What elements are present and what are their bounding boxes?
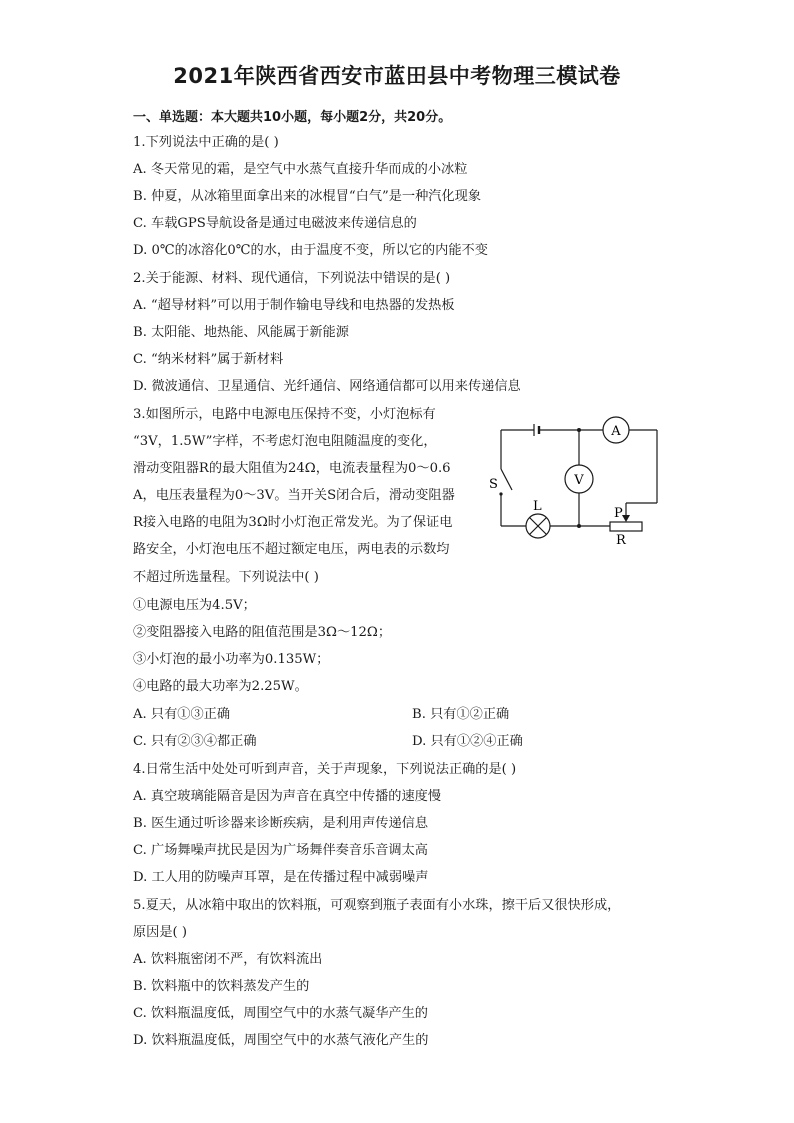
slider-label: P	[614, 506, 623, 521]
q3-stem-line: 3.如图所示，电路中电源电压保持不变，小灯泡标有	[133, 407, 436, 422]
q4-option-d: D. 工人用的防噪声耳罩，是在传播过程中减弱噪声	[133, 870, 429, 885]
q3-stem-line: R接入电路的电阻为3Ω时小灯泡正常发光。为了保证电	[133, 515, 453, 530]
page-title: 2021年陕西省西安市蓝田县中考物理三模试卷	[173, 64, 621, 88]
q3-stem-line: 滑动变阻器R的最大阻值为24Ω，电流表量程为0～0.6	[133, 461, 451, 476]
q3-stem-line: 路安全，小灯泡电压不超过额定电压，两电表的示数均	[133, 542, 450, 557]
q3-statement-1: ①电源电压为4.5V；	[133, 598, 256, 613]
q1-option-d: D. 0℃的冰溶化0℃的水，由于温度不变，所以它的内能不变	[133, 243, 488, 258]
voltmeter-label: V	[574, 473, 584, 488]
q3-statement-3: ③小灯泡的最小功率为0.135W；	[133, 652, 330, 667]
section-heading: 一、单选题：本大题共10小题，每小题2分，共20分。	[133, 110, 452, 125]
q2-stem: 2.关于能源、材料、现代通信，下列说法中错误的是( )	[133, 271, 451, 286]
q2-option-d: D. 微波通信、卫星通信、光纤通信、网络通信都可以用来传递信息	[133, 379, 521, 394]
junction-top	[577, 428, 581, 432]
q5-stem-cont: 原因是( )	[133, 925, 188, 940]
q1-option-a: A. 冬天常见的霜，是空气中水蒸气直接升华而成的小冰粒	[133, 162, 468, 177]
q5-option-c: C. 饮料瓶温度低，周围空气中的水蒸气凝华产生的	[133, 1006, 428, 1021]
switch-label: S	[489, 477, 498, 492]
resistor-label: R	[616, 533, 626, 548]
switch-blade	[501, 469, 512, 490]
junction-bottom	[577, 524, 581, 528]
lamp-label: L	[533, 499, 542, 514]
rheostat-body	[610, 522, 642, 531]
q3-stem-line: 不超过所选量程。下列说法中( )	[133, 570, 319, 585]
q5-stem: 5.夏天，从冰箱中取出的饮料瓶，可观察到瓶子表面有小水珠，擦干后又很快形成，	[133, 898, 621, 913]
q5-option-b: B. 饮料瓶中的饮料蒸发产生的	[133, 979, 310, 994]
q3-option-d: D. 只有①②④正确	[412, 734, 523, 749]
q3-stem-line: “3V，1.5W”字样，不考虑灯泡电阻随温度的变化，	[133, 434, 437, 449]
q4-option-a: A. 真空玻璃能隔音是因为声音在真空中传播的速度慢	[133, 789, 442, 804]
switch-contact	[499, 492, 502, 495]
q1-stem: 1.下列说法中正确的是( )	[133, 135, 279, 150]
q5-option-a: A. 饮料瓶密闭不严，有饮料流出	[133, 952, 323, 967]
q3-option-c: C. 只有②③④都正确	[133, 734, 257, 749]
slider-arrow-icon	[622, 515, 630, 522]
q3-option-b: B. 只有①②正确	[412, 707, 510, 722]
q3-option-a: A. 只有①③正确	[133, 707, 231, 722]
q4-option-c: C. 广场舞噪声扰民是因为广场舞伴奏音乐音调太高	[133, 843, 428, 858]
q4-stem: 4.日常生活中处处可听到声音，关于声现象，下列说法正确的是( )	[133, 762, 517, 777]
ammeter-label: A	[611, 424, 621, 439]
q1-option-c: C. 车载GPS导航设备是通过电磁波来传递信息的	[133, 216, 417, 231]
q3-statement-2: ②变阻器接入电路的阻值范围是3Ω～12Ω；	[133, 625, 392, 640]
q1-option-b: B. 仲夏，从冰箱里面拿出来的冰棍冒“白气”是一种汽化现象	[133, 189, 482, 204]
q4-option-b: B. 医生通过听诊器来诊断疾病，是利用声传递信息	[133, 816, 429, 831]
circuit-diagram	[486, 414, 666, 554]
q3-stem-line: A，电压表量程为0～3V。当开关S闭合后，滑动变阻器	[133, 488, 455, 503]
q2-option-a: A. “超导材料”可以用于制作输电导线和电热器的发热板	[133, 298, 455, 313]
q2-option-b: B. 太阳能、地热能、风能属于新能源	[133, 325, 349, 340]
q3-statement-4: ④电路的最大功率为2.25W。	[133, 679, 308, 694]
q2-option-c: C. “纳米材料”属于新材料	[133, 352, 284, 367]
q5-option-d: D. 饮料瓶温度低，周围空气中的水蒸气液化产生的	[133, 1033, 429, 1048]
